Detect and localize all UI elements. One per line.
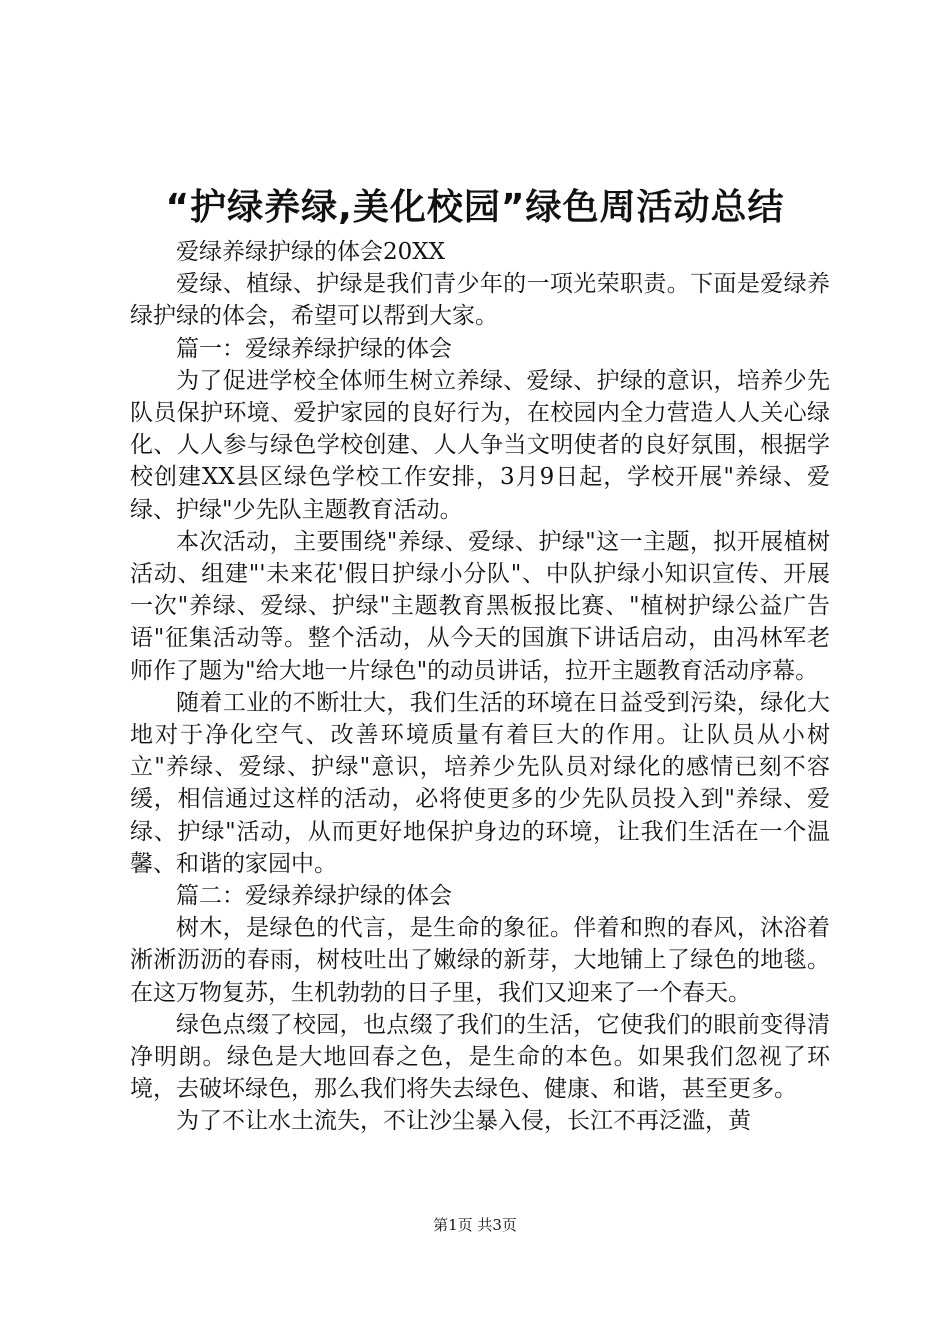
- document-title: “护绿养绿,美化校园”绿色周活动总结: [165, 187, 785, 228]
- paragraph: 为了不让水土流失，不让沙尘暴入侵，长江不再泛滥，黄: [176, 1108, 751, 1135]
- paragraph: 绿色点缀了校园，也点缀了我们的生活，它使我们的眼前变得清净明朗。绿色是大地回春之色，是生命的本色。如果我们忽视了环境，去破坏绿色，那么我们将失去绿色、健康、和谐，甚至更多。: [130, 1011, 830, 1103]
- section-heading-two: 篇二：爱绿养绿护绿的体会: [176, 883, 452, 910]
- paragraph: 随着工业的不断壮大，我们生活的环境在日益受到污染，绿化大地对于净化空气、改善环境质量有着巨大的作用。让队员从小树立"养绿、爱绿、护绿"意识，培养少先队员对绿化的感情已刻不容缓，相信通过这样的活动，必将使更多的少先队员投入到"养绿、爱绿、护绿"活动，从而更好地保护身边的环境，让我们生活在一个温馨、和谐的家园中。: [130, 689, 830, 877]
- section-heading-one: 篇一：爱绿养绿护绿的体会: [176, 335, 452, 362]
- paragraph: 本次活动，主要围绕"养绿、爱绿、护绿"这一主题，拟开展植树活动、组建"'未来花'假日护绿小分队"、中队护绿小知识宣传、开展一次"养绿、爱绿、护绿"主题教育黑板报比赛、"植树护绿公益广告语"征集活动等。整个活动，从今天的国旗下讲话启动，由冯林军老师作了题为"给大地一片绿色"的动员讲话，拉开主题教育活动序幕。: [130, 528, 830, 684]
- page-footer: 第1页 共3页: [433, 1216, 517, 1234]
- paragraph-intro: 爱绿、植绿、护绿是我们青少年的一项光荣职责。下面是爱绿养绿护绿的体会，希望可以帮到大家。: [130, 271, 830, 330]
- paragraph: 为了促进学校全体师生树立养绿、爱绿、护绿的意识，培养少先队员保护环境、爱护家园的良好行为，在校园内全力营造人人关心绿化、人人参与绿色学校创建、人人争当文明使者的良好氛围，根据学校创建XX县区绿色学校工作安排，3月9日起，学校开展"养绿、爱绿、护绿"少先队主题教育活动。: [130, 367, 830, 523]
- paragraph: 树木，是绿色的代言，是生命的象征。伴着和煦的春风，沐浴着淅淅沥沥的春雨，树枝吐出了嫩绿的新芽，大地铺上了绿色的地毯。在这万物复苏，生机勃勃的日子里，我们又迎来了一个春天。: [130, 915, 830, 1006]
- document-body: [130, 236, 830, 1138]
- paragraph-subtitle: 爱绿养绿护绿的体会20XX: [176, 239, 446, 265]
